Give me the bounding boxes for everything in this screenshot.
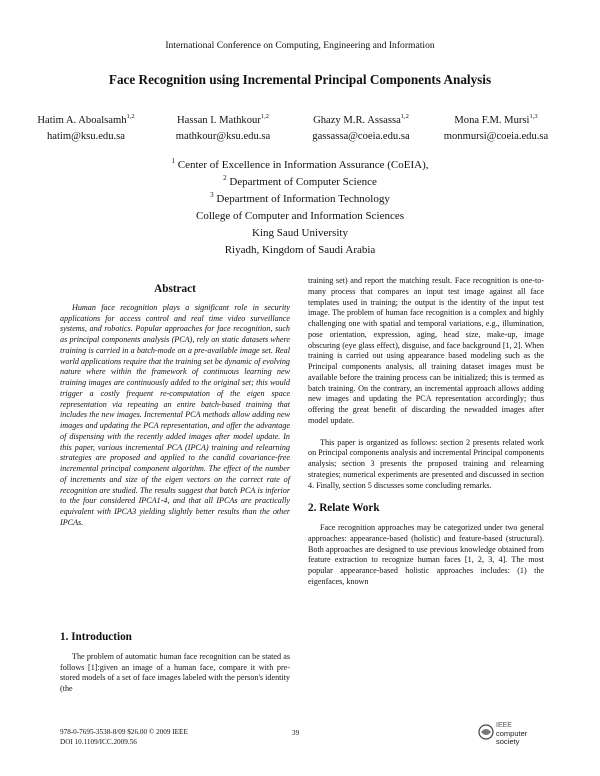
related-work-heading: 2. Relate Work [308,502,380,515]
author-block [158,113,288,145]
logo-mark-text: IEEE [496,722,512,729]
right-column [308,276,544,588]
page-number: 39 [292,729,300,737]
logo-text-line1: computer [496,729,528,738]
author-name: Hassan I. Mathkour$^{1,2}$ [177,113,269,126]
author-email: hatim@ksu.edu.sa [46,131,125,142]
body-paragraph: training set) and report the matching result. Face recognition is one-to-many process that compares an input test image against all face templates used in training; the output is the identity of the input test image. The problem of human face recognition is a complex and highly challenging one with spatial and temporal variations, e.g., illumination, pose orientation, expression, aging, head size, make-up, image obscuring (eye glass effect), disguise, and face background [1, 2]. When training is carried out using appearance based modeling such as the Principal components analysis, all training dataset images must be available before the training process can be initialized; this is termed as batch training. On the contrary, an incremental approach allows adding new images and updating the PCA representation accordingly; thus offering the great benefit of discarding the newadded images after model update. [308,276,544,425]
footer-doi: DOI 10.1109/ICC.2009.56 [60,738,137,746]
affiliation-line: College of Computer and Information Sciences [195,210,405,222]
abstract-heading: Abstract [154,283,196,295]
introduction-section [60,632,290,695]
footer-isbn: 978-0-7695-3538-8/09 $26.00 © 2009 IEEE [60,728,188,736]
paper-title: Face Recognition using Incremental Principal Components Analysis [108,72,492,87]
affiliation-line: $^3$ Department of Information Technology [210,191,390,205]
body-paragraph: Face recognition approaches may be categorized under two general approaches: appearance-based (holistic) and feature-based (structural). Both approaches are designed to use previous knowledge obtained from feature extraction to recognize human faces [1, 2, 3, 4]. The most popular appearance-based holistic approaches includes: (1) the eigenfaces, known [308,523,544,586]
author-block [432,113,560,145]
affiliations [0,157,600,259]
logo-text-line2: society [496,737,520,746]
abstract-section [60,284,290,529]
author-block [296,113,426,145]
affiliation-line: Riyadh, Kingdom of Saudi Arabia [224,244,376,256]
author-name: Hatim A. Aboalsamh$^{1,2}$ [37,113,135,126]
computer-society-logo-icon [478,724,494,740]
author-email: gassassa@coeia.edu.sa [312,131,410,142]
affiliation-line: $^2$ Department of Computer Science [223,174,377,188]
computer-society-logo [478,722,538,750]
author-email: mathkour@ksu.edu.sa [175,131,271,142]
author-block [20,113,152,145]
conference-header: International Conference on Computing, Engineering and Information [165,40,435,51]
author-name: Mona F.M. Mursi$^{1,3}$ [454,113,538,126]
affiliation-line: King Saud University [252,227,348,239]
introduction-heading: 1. Introduction [60,631,132,643]
body-paragraph: This paper is organized as follows: section 2 presents related work on Principal components analysis and incremental Principal components analysis; section 3 presents the proposed training and relearning strategies; numerical experiments are presented and discussed in section 4. Finally, section 5 discusses some concluding remarks. [308,437,544,490]
introduction-paragraph: The problem of automatic human face recognition can be stated as follows [1]:given an image of a human face, compare it with pre-stored models of a set of face images labeled with the person's identity (the [60,651,290,693]
author-name: Ghazy M.R. Assassa$^{1,2}$ [313,113,409,126]
author-email: monmursi@coeia.edu.sa [443,131,549,142]
abstract-text: Human face recognition plays a significant role in security applications for access control and real time video surveillance systems, and robotics. Popular approaches for face recognition, such as principal components analysis (PCA), rely on static datasets where training is carried in a batch-mode on a pre-available image set. Real world applications require that the training set be dynamic of evolving nature where within the framework of continuous learning new training images are continuously added to the original set; this would trigger a costly frequent re-computation of the eigen space representation via repeating an entire batch-based training that includes the new images. Incremental PCA methods allow adding new images and updating the PCA representation, and offer the advantage of dispensing with the recently added images after model update. In this paper, various incremental PCA (IPCA) training and relearning strategies are proposed and applied to the candid covariance-free incremental principal component algorithm. The effect of the number of increments and size of the eigen vectors on the correct rate of recognition are studied. The results suggest that batch PCA is inferior to the four considered IPCA1-4, and that all IPCAs are practically equivalent with IPCA3 yielding slightly better results than the other IPCAs. [60,302,290,527]
affiliation-line: $^1$ Center of Excellence in Information Assurance (CoEIA), [171,157,429,171]
